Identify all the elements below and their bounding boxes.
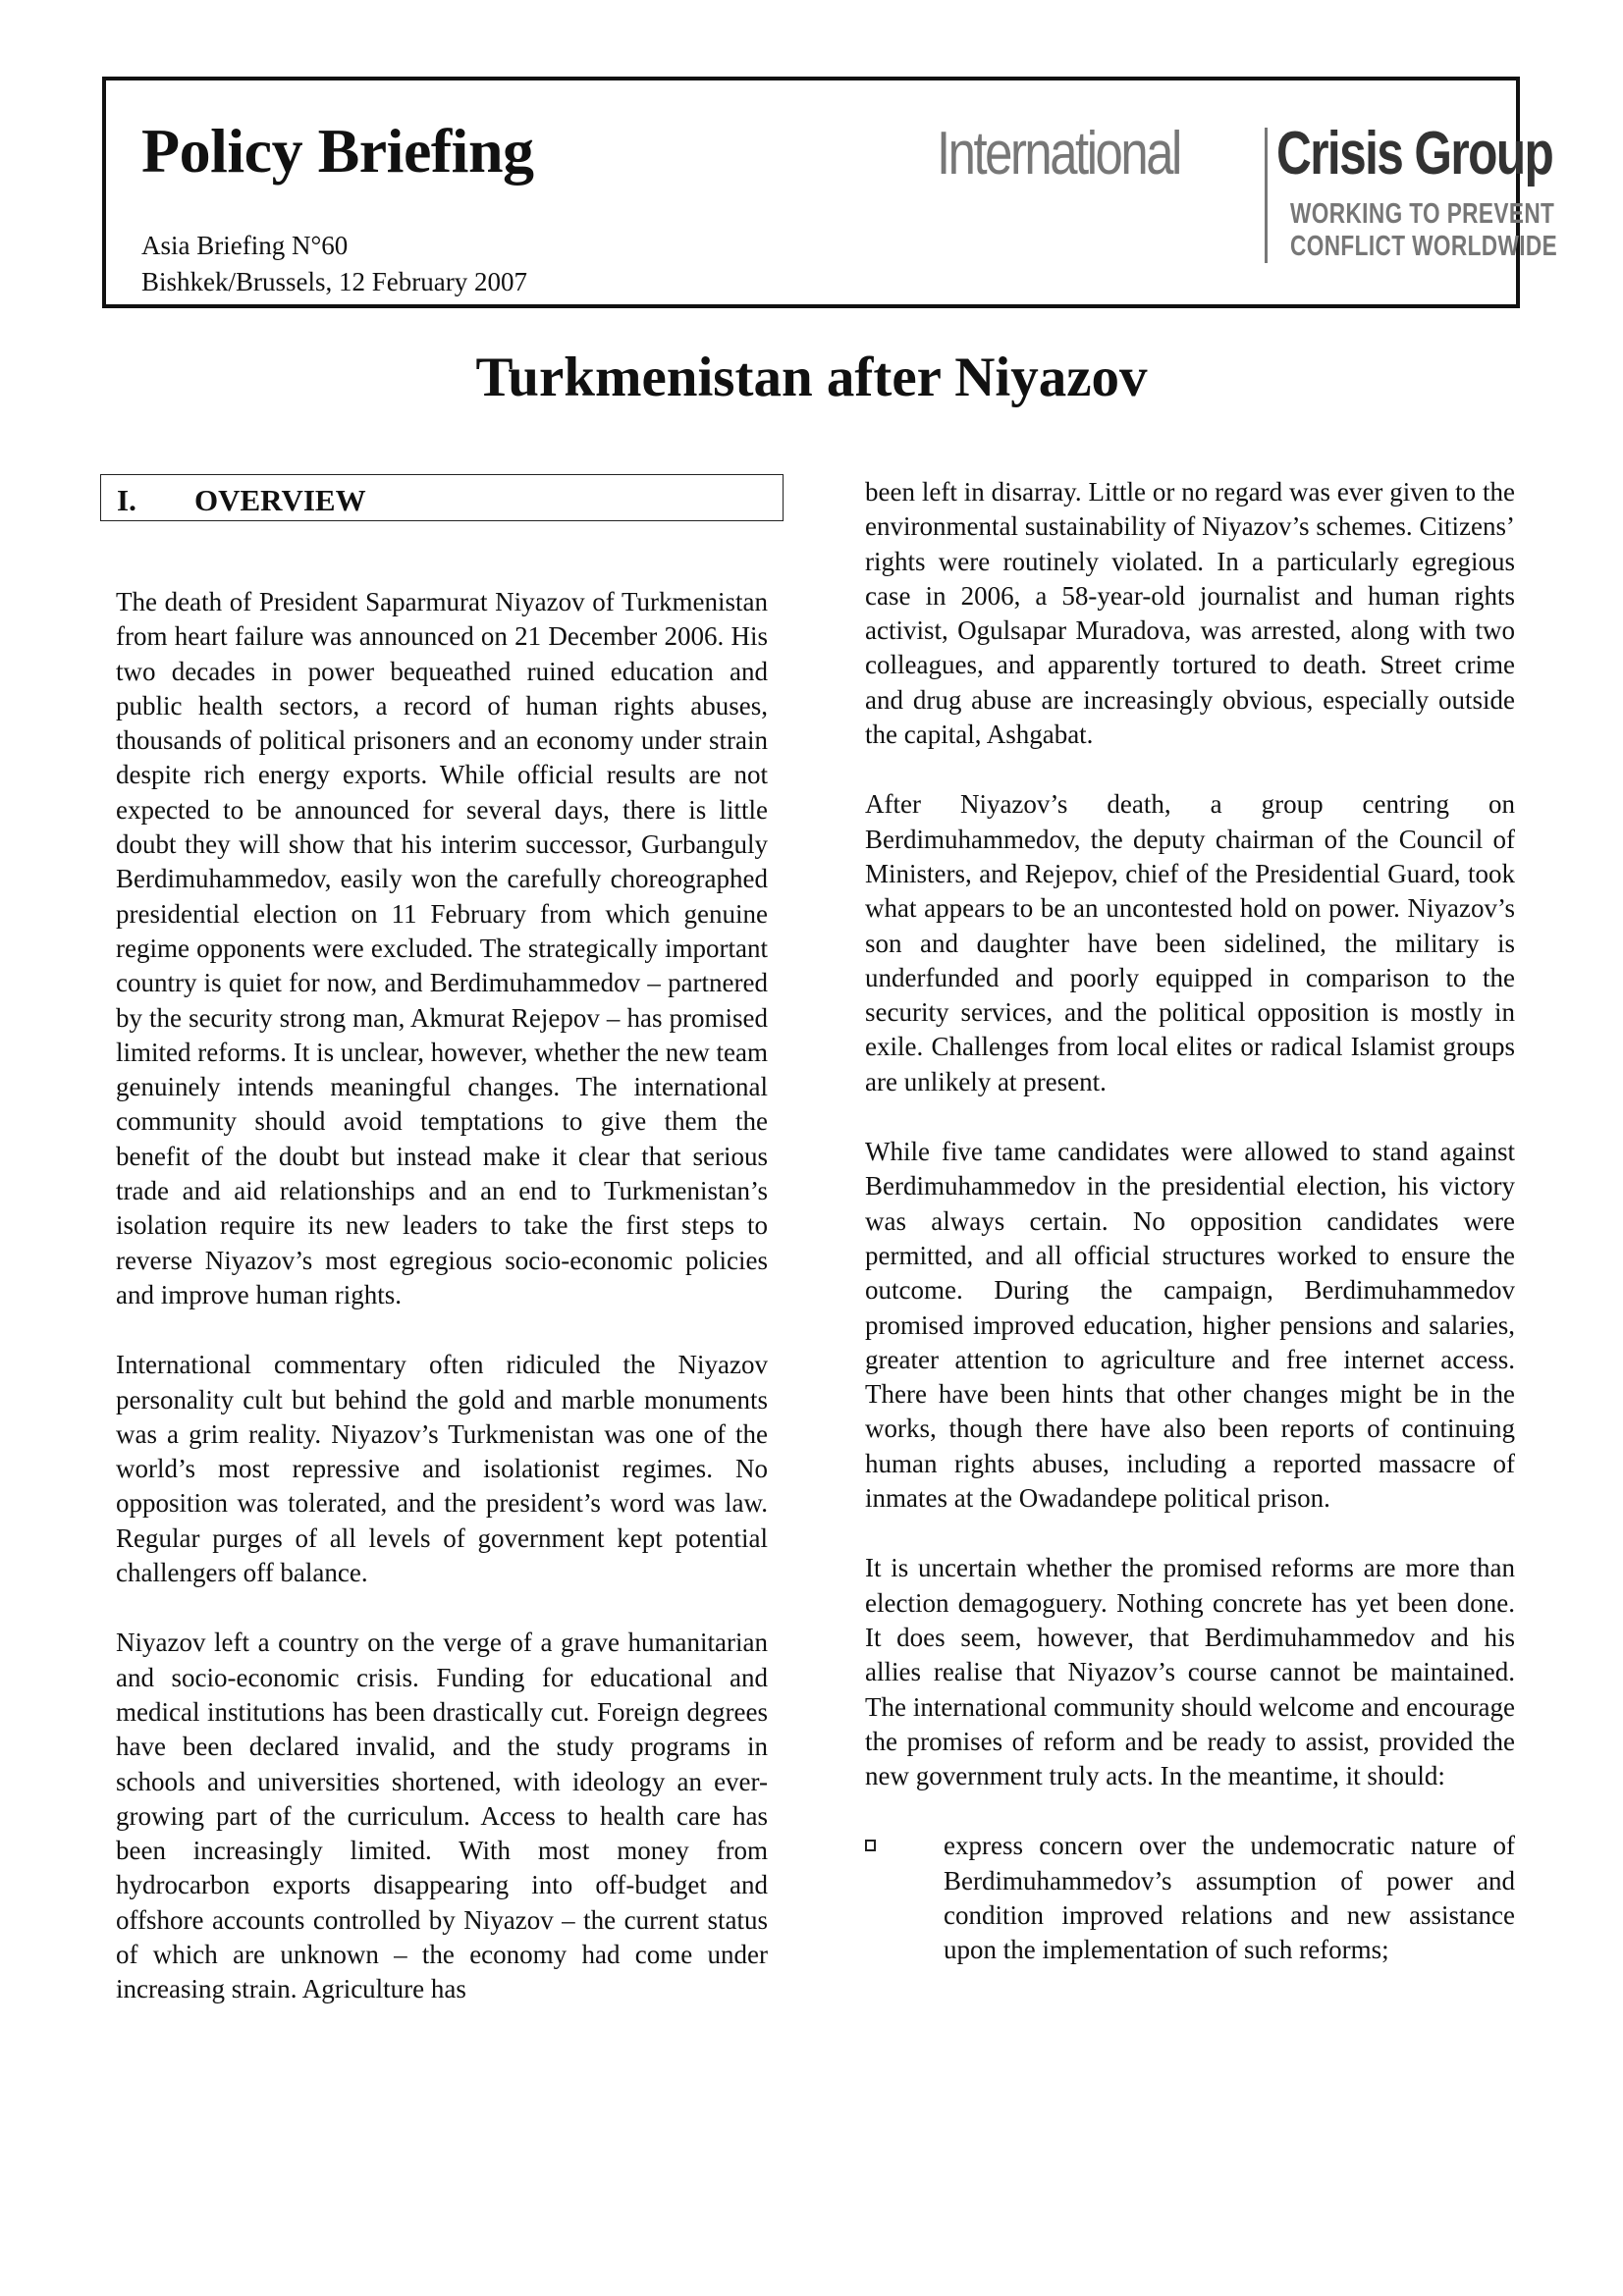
bullet-item [865,1829,1515,1967]
checkbox-bullet-icon [865,1840,876,1851]
bullet-text: express concern over the undemocratic nature of Berdimuhammedov’s assumption of power and condition improved relations and new assistance upon the implementation of such reforms; [944,1831,1515,1965]
logo-crisis-group-text: Crisis Group [1276,120,1553,187]
publication-type-title: Policy Briefing [141,116,534,186]
crisis-group-logo [937,120,1558,271]
briefing-meta [141,228,527,300]
paragraph: After Niyazov’s death, a group centring on Berdimuhammedov, the deputy chairman of the Council of Ministers, and Rejepov, chief of the Presidential Guard, took what appears to be an uncontested hold on power. Niyazov’s son and daughter have been sidelined, the military is underfunded and poorly equipped in comparison to the security services, and the political opposition is mostly in exile. Challenges from local elites or radical Islamist groups are unlikely at present. [865,789,1515,1096]
left-column [116,585,768,2043]
paragraph: The death of President Saparmurat Niyazov of Turkmenistan from heart failure was announced on 21 December 2006. His two decades in power bequeathed ruined education and public health sectors, a record of human rights abuses, thousands of political prisoners and an economy under strain despite rich energy exports. While official results are not expected to be announced for several days, there is little doubt they will show that his interim successor, Gurbanguly Berdimuhammedov, easily won the carefully choreographed presidential election on 11 February from which genuine regime opponents were excluded. The strategically important country is quiet for now, and Berdimuhammedov – partnered by the security strong man, Akmurat Rejepov – has promised limited reforms. It is unclear, however, whether the new team genuinely intends meaningful changes. The international community should avoid temptations to give them the benefit of the doubt but instead make it clear that serious trade and aid relationships and an end to Turkmenistan’s isolation require its new leaders to take the first steps to reverse Niyazov’s most egregious socio-economic policies and improve human rights. [116,587,768,1309]
logo-tagline [1290,198,1557,263]
section-heading [100,474,784,521]
document-title: Turkmenistan after Niyazov [475,347,1148,408]
logo-tagline-line-1: WORKING TO PREVENT [1290,198,1555,230]
paragraph: International commentary often ridiculed the Niyazov personality cult but behind the gold and marble monuments was a grim reality. Niyazov’s Turkmenistan was one of the world’s most repressive and isolationist regimes. No opposition was tolerated, and the president’s word was law. Regular purges of all levels of government kept potential challengers off balance. [116,1350,768,1588]
place-date: Bishkek/Brussels, 12 February 2007 [141,267,527,296]
logo-divider [1265,128,1268,263]
header-box [102,77,1558,308]
section-title: OVERVIEW [194,483,366,517]
logo-tagline-line-2: CONFLICT WORLDWIDE [1290,231,1558,262]
paragraph: It is uncertain whether the promised reforms are more than election demagoguery. Nothing concrete has yet been done. It does seem, however, that Berdimuhammedov and his allies realise that Niyazov’s course cannot be maintained. The international community should welcome and encourage the promises of reform and be ready to assist, provided the new government truly acts. In the meantime, it should: [865,1553,1515,1791]
section-number: I. [117,483,136,517]
paragraph: been left in disarray. Little or no regard was ever given to the environmental sustainability of Niyazov’s schemes. Citizens’ rights were routinely violated. In a particularly egregious case in 2006, a 58-year-old journalist and human rights activist, Ogulsapar Muradova, was arrested, along with two colleagues, and apparently tortured to death. Street crime and drug abuse are increasingly obvious, especially outside the capital, Ashgabat. [865,477,1515,750]
paragraph: While five tame candidates were allowed to stand against Berdimuhammedov in the presidential election, his victory was always certain. No opposition candidates were permitted, and all official structures worked to ensure the outcome. During the campaign, Berdimuhammedov promised improved education, higher pensions and salaries, greater attention to agriculture and free internet access. There have been hints that other changes might be in the works, though there have also been reports of continuing human rights abuses, including a reported massacre of inmates at the Owadandepe political prison. [865,1137,1515,1514]
paragraph: Niyazov left a country on the verge of a grave humanitarian and socio-economic crisis. Funding for educational and medical institutions has been drastically cut. Foreign degrees have been declared invalid, and the study programs in schools and universities shortened, with ideology an ever-growing part of the curriculum. Access to health care has been increasingly limited. With most money from hydrocarbon exports disappearing into off-budget and offshore accounts controlled by Niyazov – the current status of which are unknown – the economy had come under increasing strain. Agriculture has [116,1628,768,2004]
series-number: Asia Briefing N°60 [141,231,349,260]
right-column [865,475,1515,2003]
logo-international-text: International [937,120,1180,187]
